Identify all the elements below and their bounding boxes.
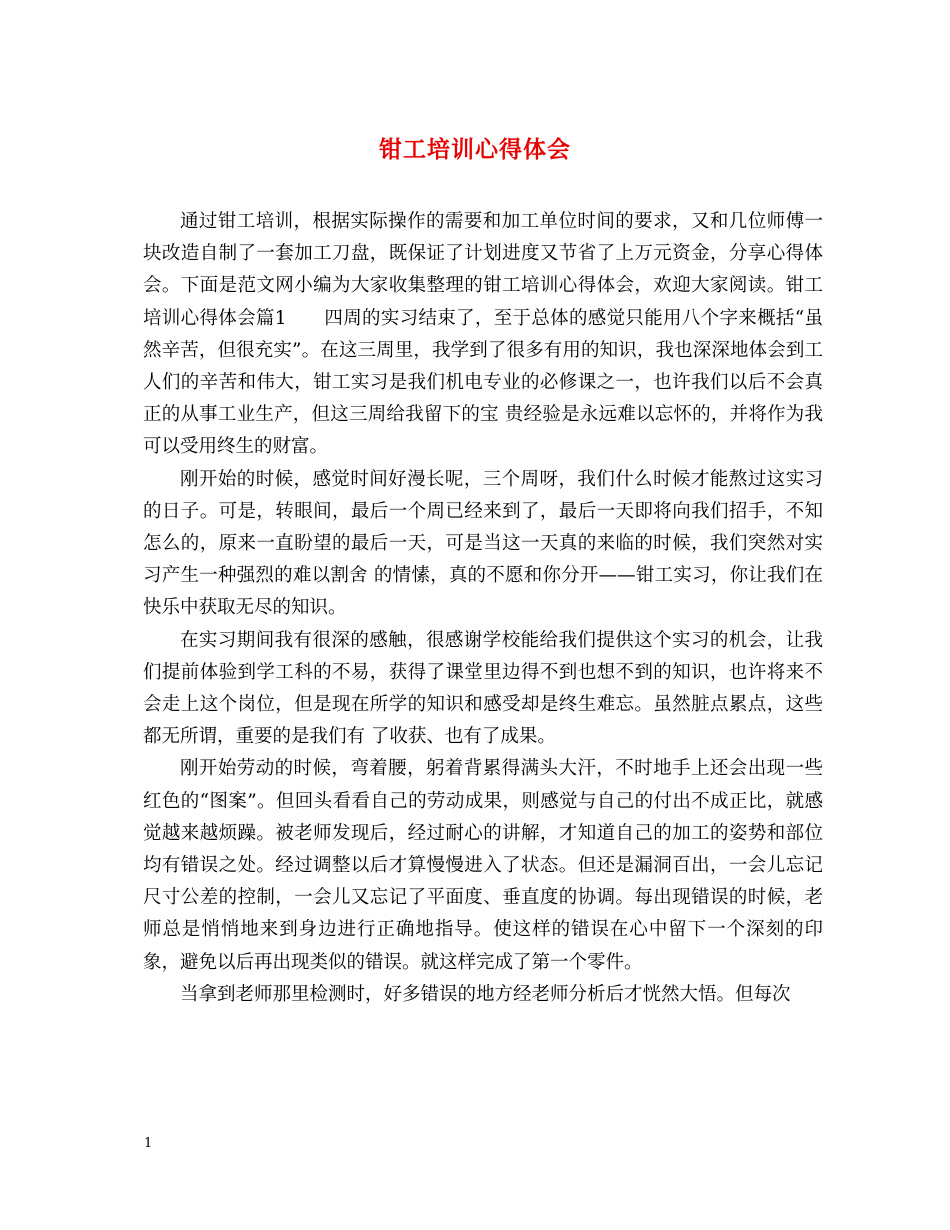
document-title: 钳工培训心得体会 <box>379 136 571 163</box>
document-body <box>143 206 823 1011</box>
page-number: 1 <box>144 1136 153 1151</box>
paragraph-3: 在实习期间我有很深的感触，很感谢学校能给我们提供这个实习的机会，让我们提前体验到学工科的不易，获得了课堂里边得不到也想不到的知识，也许将来不会走上这个岗位，但是现在所学的知识和感受却是终生难忘。虽然脏点累点，这些都无所谓，重要的是我们有 了收获、也有了成果。 <box>143 629 823 748</box>
paragraph-1: 通过钳工培训，根据实际操作的需要和加工单位时间的要求，又和几位师傅一块改造自制了一套加工刀盘，既保证了计划进度又节省了上万元资金，分享心得体会。下面是范文网小编为大家收集整理的钳工培训心得体会，欢迎大家阅读。钳工培训心得体会篇1 四周的实习结束了，至于总体的感觉只能用八个字来概括“虽然辛苦，但很充实”。在这三周里，我学到了很多有用的知识，我也深深地体会到工人们的辛苦和伟大，钳工实习是我们机电专业的必修课之一，也许我们以后不会真正的从事工业生产，但这三周给我留下的宝 贵经验是永远难以忘怀的，并将作为我可以受用终生的财富。 <box>143 211 823 458</box>
paragraph-5: 当拿到老师那里检测时，好多错误的地方经老师分析后才恍然大悟。但每次 <box>180 983 791 1005</box>
paragraph-2: 刚开始的时候，感觉时间好漫长呢，三个周呀，我们什么时候才能熬过这实习的日子。可是，转眼间，最后一个周已经来到了，最后一天即将向我们招手，不知怎么的，原来一直盼望的最后一天，可是当这一天真的来临的时候，我们突然对实习产生一种强烈的难以割舍 的情愫，真的不愿和你分开——钳工实习，你让我们在快乐中获取无尽的知识。 <box>143 468 823 619</box>
paragraph-4: 刚开始劳动的时候，弯着腰，躬着背累得满头大汗，不时地手上还会出现一些红色的“图案”。但回头看看自己的劳动成果，则感觉与自己的付出不成正比，就感觉越来越烦躁。被老师发现后，经过耐心的讲解，才知道自己的加工的姿势和部位均有错误之处。经过调整以后才算慢慢进入了状态。但还是漏洞百出，一会儿忘记尺寸公差的控制，一会儿又忘记了平面度、垂直度的协调。每出现错误的时候，老师总是悄悄地来到身边进行正确地指导。使这样的错误在心中留下一个深刻的印象，避免以后再出现类似的错误。就这样完成了第一个零件。 <box>143 758 823 973</box>
